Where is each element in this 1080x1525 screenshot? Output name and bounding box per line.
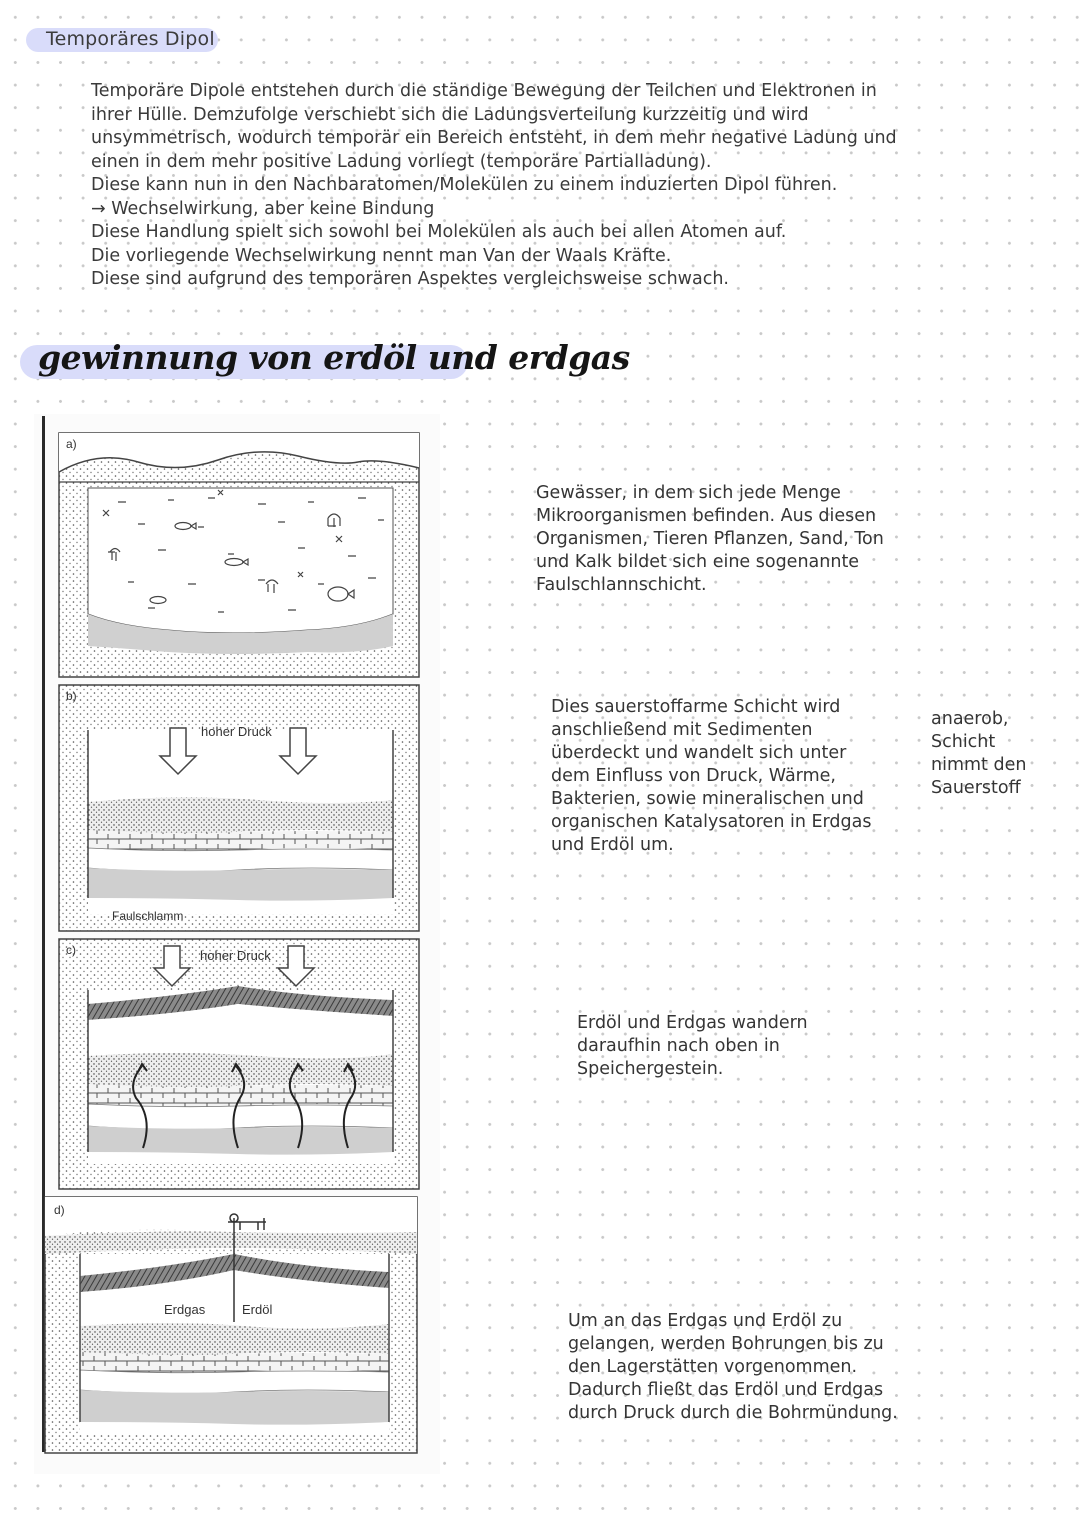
note-line: Organismen, Tieren Pflanzen, Sand, Ton <box>536 529 884 549</box>
note-line: gelangen, werden Bohrungen bis zu <box>568 1334 884 1354</box>
note-line: Dadurch fließt das Erdöl und Erdgas <box>568 1380 884 1400</box>
diagram-panel-a <box>58 432 420 678</box>
intro-line: unsymmetrisch, wodurch temporär ein Bereich entsteht, in dem mehr negative Ladung und <box>91 128 897 148</box>
note-line: Mikroorganismen befinden. Aus diesen <box>536 506 877 526</box>
section-title: Temporäres Dipol <box>46 28 215 50</box>
diagram-panel-b <box>58 684 420 932</box>
note-line: und Erdöl um. <box>551 835 674 855</box>
note-c <box>577 1012 808 1081</box>
section-heading: gewinnung von erdöl und erdgas <box>38 338 630 377</box>
intro-line: → Wechselwirkung, aber keine Bindung <box>91 198 435 219</box>
note-line: durch Druck durch die Bohrmündung. <box>568 1403 898 1423</box>
note-line: Gewässer, in dem sich jede Menge <box>536 483 841 503</box>
note-line: organischen Katalysatoren in Erdgas <box>551 812 872 832</box>
diagram-panel-c <box>58 938 420 1190</box>
note-line: anschließend mit Sedimenten <box>551 720 813 740</box>
note-line: Faulschlannschicht. <box>536 575 707 595</box>
intro-line: Die vorliegende Wechselwirkung nennt man Van der Waals Kräfte. <box>91 245 672 266</box>
note-line: überdeckt und wandelt sich unter <box>551 743 847 763</box>
intro-line: einen in dem mehr positive Ladung vorliegt (temporäre Partialladung). <box>91 151 712 172</box>
note-line: dem Einfluss von Druck, Wärme, <box>551 766 836 786</box>
diagram-panel-d <box>44 1196 418 1454</box>
gas-label: Erdgas <box>164 1302 206 1317</box>
panel-label: c) <box>66 943 76 957</box>
oil-label: Erdöl <box>242 1302 273 1317</box>
panel-label: a) <box>66 437 77 451</box>
note-line: Erdöl und Erdgas wandern <box>577 1013 808 1033</box>
intro-line: Diese sind aufgrund des temporären Aspektes vergleichsweise schwach. <box>91 269 729 289</box>
note-line: anaerob, <box>931 709 1009 729</box>
pressure-label: hoher Druck <box>200 948 271 963</box>
note-line: Um an das Erdgas und Erdöl zu <box>568 1311 843 1331</box>
note-line: Dies sauerstoffarme Schicht wird <box>551 697 841 717</box>
note-line: daraufhin nach oben in <box>577 1036 780 1056</box>
panel-label: b) <box>66 689 77 703</box>
intro-line: ihrer Hülle. Demzufolge verschiebt sich die Ladungsverteilung kurzzeitig und wird <box>91 104 809 125</box>
intro-line: Diese kann nun in den Nachbaratomen/Molekülen zu einem induzierten Dipol führen. <box>91 175 838 195</box>
note-line: Bakterien, sowie mineralischen und <box>551 789 864 809</box>
note-a <box>536 482 884 597</box>
intro-paragraph <box>91 80 897 292</box>
note-line: den Lagerstätten vorgenommen. <box>568 1357 858 1377</box>
mud-label: Faulschlamm <box>112 909 184 923</box>
note-line: nimmt den <box>931 755 1027 775</box>
note-d <box>568 1310 898 1425</box>
note-line: Sauerstoff <box>931 778 1021 798</box>
intro-line: Diese Handlung spielt sich sowohl bei Molekülen als auch bei allen Atomen auf. <box>91 222 787 242</box>
note-line: Speichergestein. <box>577 1059 724 1079</box>
note-b-side <box>931 708 1026 800</box>
panel-label: d) <box>54 1203 65 1217</box>
pressure-label: hoher Druck <box>201 724 272 739</box>
note-line: und Kalk bildet sich eine sogenannte <box>536 552 860 572</box>
intro-line: Temporäre Dipole entstehen durch die ständige Bewegung der Teilchen und Elektronen in <box>91 81 877 101</box>
note-b <box>551 696 872 857</box>
note-line: Schicht <box>931 732 996 752</box>
